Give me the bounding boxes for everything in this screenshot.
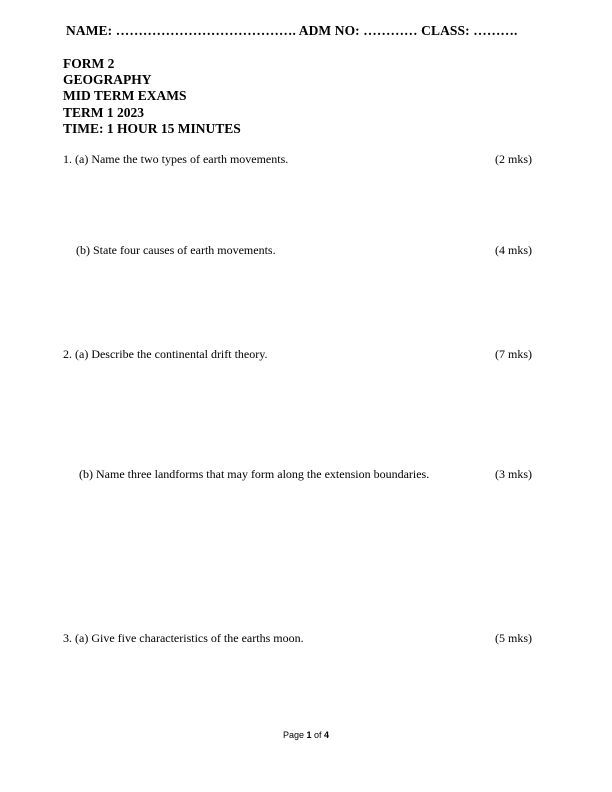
page-of: of <box>314 730 322 740</box>
question-2a: 2. (a) Describe the continental drift theory. <box>63 347 268 361</box>
question-2b: (b) Name three landforms that may form along the extension boundaries. <box>79 467 430 481</box>
question-1a: 1. (a) Name the two types of earth movements. <box>63 152 289 166</box>
term-label: TERM 1 2023 <box>63 104 144 120</box>
exam-title: MID TERM EXAMS <box>63 88 187 104</box>
form-label: FORM 2 <box>63 56 115 71</box>
page-current: 1 <box>306 730 312 740</box>
page-prefix: Page <box>282 730 304 740</box>
student-details-line: NAME: …………………………………. ADM NO: ………… CLASS: ………. <box>66 23 518 38</box>
question-2a-marks: (7 mks) <box>495 347 532 361</box>
time-label: TIME: 1 HOUR 15 MINUTES <box>63 120 241 136</box>
question-1a-marks: (2 mks) <box>495 152 532 166</box>
question-1b: (b) State four causes of earth movements. <box>76 243 276 257</box>
question-2b-marks: (3 mks) <box>495 467 532 481</box>
question-3a-marks: (5 mks) <box>495 631 532 645</box>
subject-label: GEOGRAPHY <box>63 72 152 88</box>
page-footer <box>0 730 612 740</box>
exam-info-block <box>63 56 241 137</box>
page-total: 4 <box>324 730 330 740</box>
question-3a: 3. (a) Give five characteristics of the earths moon. <box>63 631 304 645</box>
question-1b-marks: (4 mks) <box>495 243 532 257</box>
